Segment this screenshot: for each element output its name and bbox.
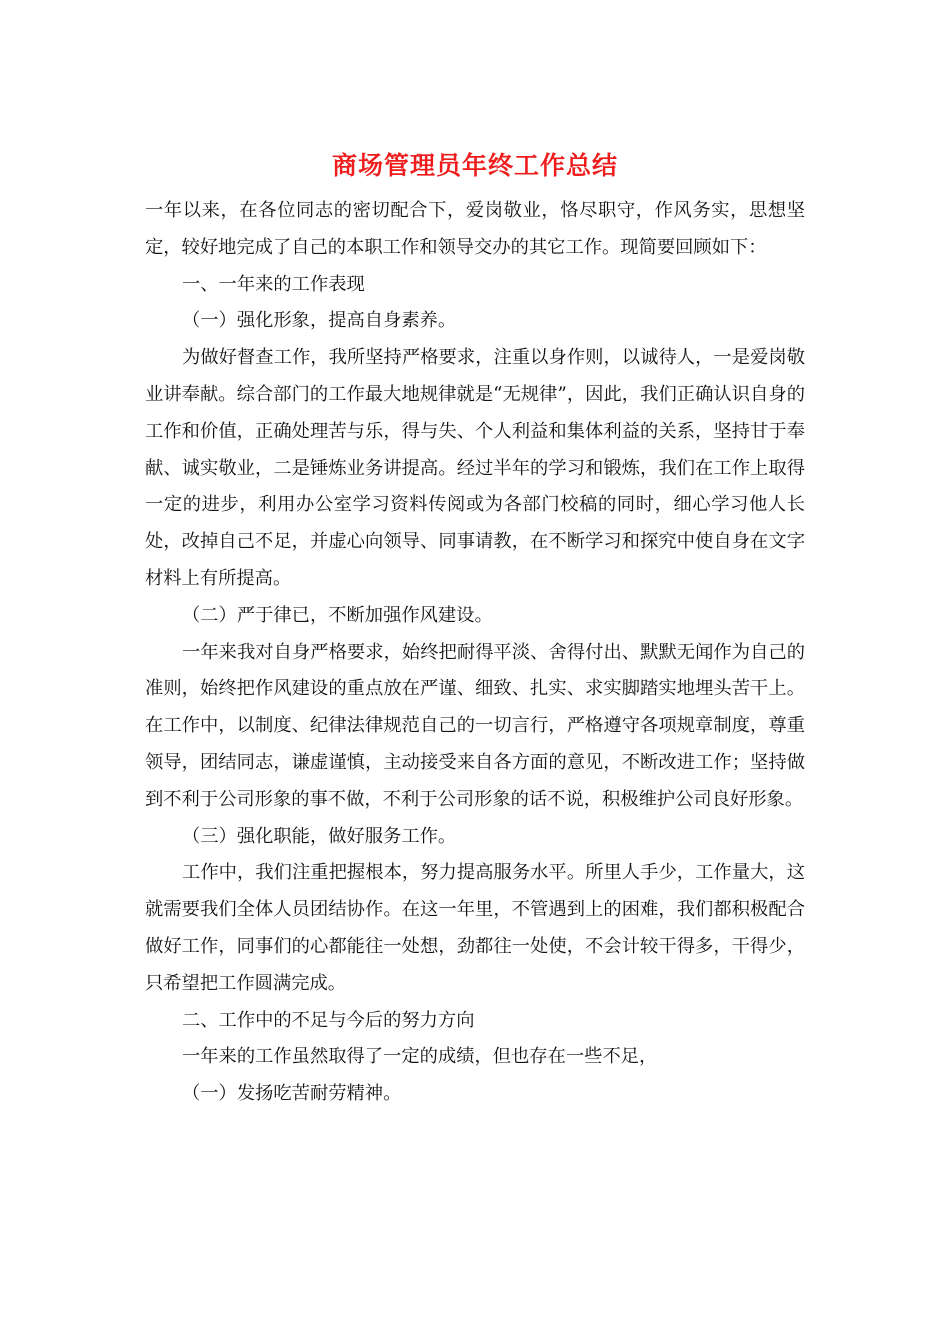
paragraph-2: 一年来的工作虽然取得了一定的成绩，但也存在一些不足， (182, 1046, 658, 1068)
section-heading-2: 二、工作中的不足与今后的努力方向 (182, 1009, 475, 1031)
document-body (145, 193, 805, 1113)
document-title: 商场管理员年终工作总结 (331, 151, 618, 180)
paragraph-1-2: 一年来我对自身严格要求，始终把耐得平淡、舍得付出、默默无闻作为自己的准则，始终把作风建设的重点放在严谨、细致、扎实、求实脚踏实地埋头苦干上。在工作中，以制度、纪律法律规范自己的一切言行，严格遵守各项规章制度，尊重领导，团结同志，谦虚谨慎，主动接受来自各方面的意见，不断改进工作；坚持做到不利于公司形象的事不做，不利于公司形象的话不说，积极维护公司良好形象。 (145, 641, 805, 810)
paragraph-1-1: 为做好督查工作，我所坚持严格要求，注重以身作则，以诚待人，一是爱岗敬业讲奉献。综合部门的工作最大地规律就是“无规律”，因此，我们正确认识自身的工作和价值，正确处理苦与乐，得与失、个人利益和集体利益的关系，坚持甘于奉献、诚实敬业，二是锤炼业务讲提高。经过半年的学习和锻炼，我们在工作上取得一定的进步，利用办公室学习资料传阅或为各部门校稿的同时，细心学习他人长处，改掉自己不足，并虚心向领导、同事请教，在不断学习和探究中使自身在文字材料上有所提高。 (145, 347, 805, 589)
subsection-heading-2-1: （一）发扬吃苦耐劳精神。 (182, 1083, 402, 1105)
subsection-heading-1-2: （二）严于律已，不断加强作风建设。 (182, 604, 493, 626)
section-heading-1: 一、一年来的工作表现 (182, 273, 365, 295)
subsection-heading-1-1: （一）强化形象，提高自身素养。 (182, 310, 457, 332)
paragraph-intro: 一年以来，在各位同志的密切配合下，爱岗敬业，恪尽职守，作风务实，思想坚定，较好地完成了自己的本职工作和领导交办的其它工作。现简要回顾如下： (145, 200, 805, 258)
subsection-heading-1-3: （三）强化职能，做好服务工作。 (182, 825, 457, 847)
paragraph-1-3: 工作中，我们注重把握根本，努力提高服务水平。所里人手少，工作量大，这就需要我们全体人员团结协作。在这一年里，不管遇到上的困难，我们都积极配合做好工作，同事们的心都能往一处想，劲都往一处使，不会计较干得多，干得少，只希望把工作圆满完成。 (145, 862, 805, 994)
